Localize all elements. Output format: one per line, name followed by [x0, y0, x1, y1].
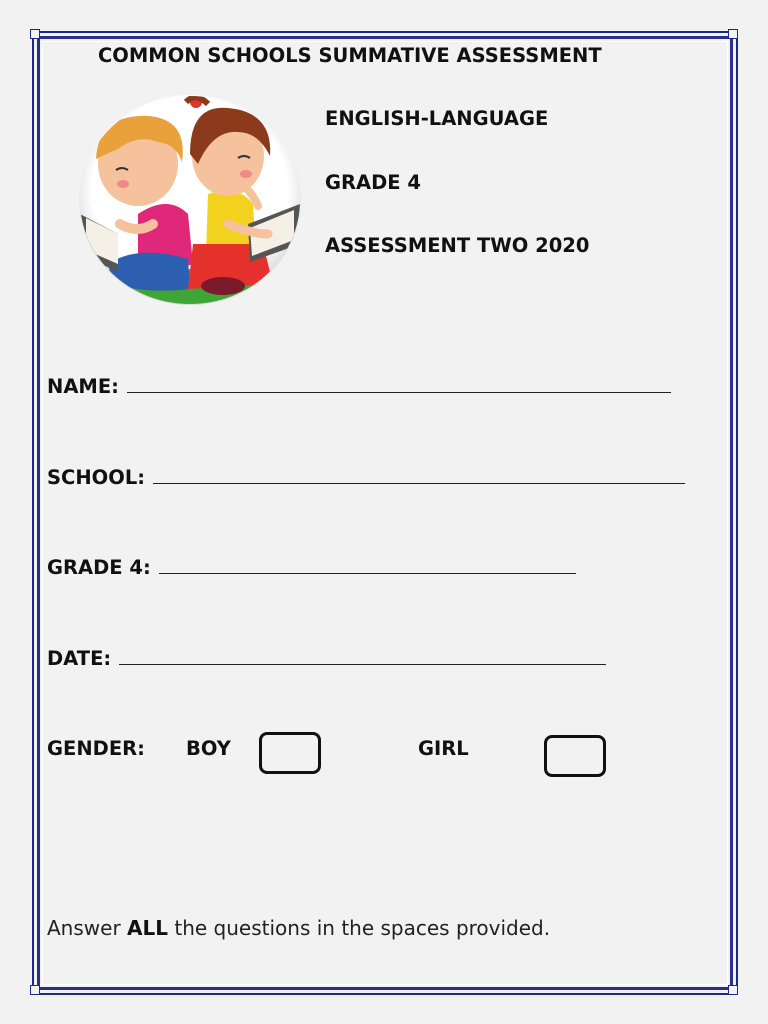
- document-title: COMMON SCHOOLS SUMMATIVE ASSESSMENT: [98, 44, 602, 67]
- school-field[interactable]: [47, 466, 685, 489]
- children-reading-illustration: [78, 94, 302, 306]
- school-label: SCHOOL:: [47, 466, 146, 489]
- grade-field[interactable]: [47, 556, 576, 579]
- children-reading-books-icon: [78, 94, 302, 306]
- instructions-suffix: the questions in the spaces provided.: [174, 916, 551, 940]
- date-input-line[interactable]: [119, 650, 606, 665]
- date-label: DATE:: [47, 647, 112, 670]
- border-corner: [728, 29, 738, 39]
- instructions-text: [47, 916, 550, 940]
- border-corner: [728, 985, 738, 995]
- grade-label: GRADE 4:: [47, 556, 151, 579]
- assessment-heading: ASSESSMENT TWO 2020: [325, 234, 590, 257]
- date-field[interactable]: [47, 647, 606, 670]
- instructions-emphasis: ALL: [127, 916, 168, 940]
- boy-label: BOY: [186, 737, 231, 760]
- border-corner: [30, 985, 40, 995]
- grade-input-line[interactable]: [159, 559, 576, 574]
- instructions-prefix: Answer: [47, 916, 121, 940]
- school-input-line[interactable]: [153, 469, 685, 484]
- grade-heading: GRADE 4: [325, 171, 421, 194]
- border-corner: [30, 29, 40, 39]
- subject-heading: ENGLISH-LANGUAGE: [325, 107, 549, 130]
- name-label: NAME:: [47, 375, 119, 398]
- boy-checkbox[interactable]: [259, 732, 321, 774]
- name-input-line[interactable]: [127, 378, 671, 393]
- girl-label: GIRL: [418, 737, 469, 760]
- gender-label: GENDER:: [47, 737, 145, 760]
- name-field[interactable]: [47, 375, 671, 398]
- girl-checkbox[interactable]: [544, 735, 606, 777]
